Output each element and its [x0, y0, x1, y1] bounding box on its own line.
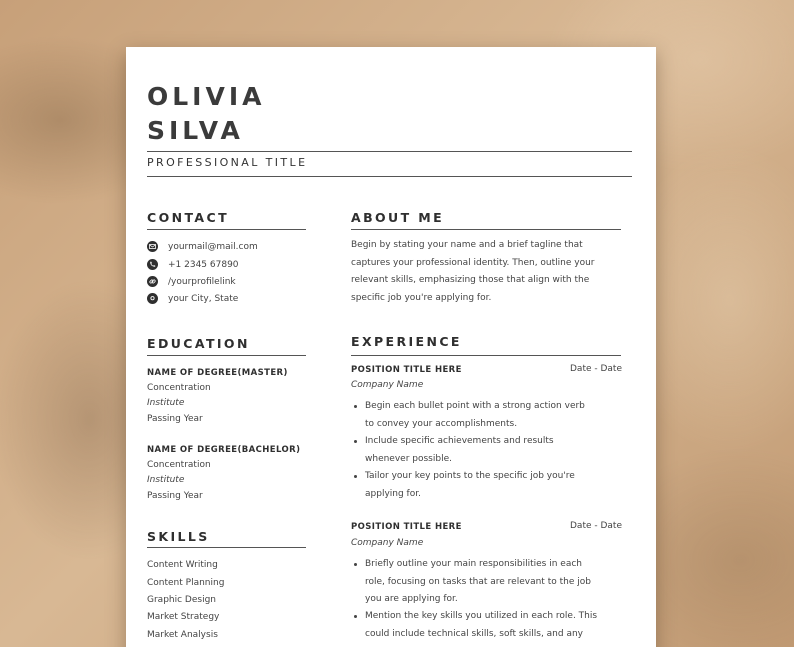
job-date-range: Date - Date — [570, 364, 622, 374]
bullet-line: applying for. — [365, 488, 421, 499]
education-rule — [147, 355, 306, 356]
degree-concentration: Concentration — [147, 460, 211, 470]
bullet-line: role, focusing on tasks that are relevant to the job — [365, 576, 591, 587]
about-line: Begin by stating your name and a brief tagline that — [351, 240, 583, 250]
first-name: OLIVIA — [147, 82, 266, 111]
about-heading: ABOUT ME — [351, 210, 445, 225]
skill-item: Market Strategy — [147, 612, 220, 622]
job-bullet — [365, 556, 591, 609]
skill-item: Content Writing — [147, 560, 218, 570]
phone-icon — [147, 259, 158, 270]
degree-institute: Institute — [147, 475, 185, 485]
about-text — [351, 237, 601, 307]
title-top-rule — [147, 151, 632, 152]
mail-icon — [147, 241, 158, 252]
job-bullet — [365, 398, 585, 433]
degree-name: NAME OF DEGREE(MASTER) — [147, 368, 288, 378]
bullet-line: could include technical skills, soft skills, and any — [365, 628, 584, 639]
job-bullet — [365, 608, 597, 643]
about-rule — [351, 229, 621, 230]
degree-year: Passing Year — [147, 491, 203, 501]
bullet-line: Include specific achievements and results — [365, 436, 554, 446]
bullet-line: you are applying for. — [365, 594, 458, 604]
experience-heading: EXPERIENCE — [351, 334, 462, 349]
skill-item: Graphic Design — [147, 595, 216, 605]
contact-location — [147, 293, 238, 304]
degree-concentration: Concentration — [147, 383, 211, 393]
bullet-line: Mention the key skills you utilized in each role. This — [365, 611, 598, 621]
contact-phone-text: +1 2345 67890 — [168, 259, 239, 270]
contact-heading: CONTACT — [147, 210, 229, 225]
contact-rule — [147, 229, 306, 230]
bullet-line: to convey your accomplishments. — [365, 418, 518, 429]
job-bullet — [365, 433, 554, 468]
skills-rule — [147, 547, 306, 548]
job-position-title: POSITION TITLE HERE — [351, 522, 462, 532]
name-heading — [147, 80, 265, 148]
job-bullet — [365, 468, 575, 503]
professional-title: PROFESSIONAL TITLE — [147, 156, 308, 169]
resume-page — [126, 47, 656, 647]
bullet-line: Begin each bullet point with a strong action verb — [365, 401, 585, 411]
degree-year: Passing Year — [147, 414, 203, 424]
job-company: Company Name — [351, 538, 424, 548]
skill-item: Content Planning — [147, 578, 225, 588]
last-name: SILVA — [147, 116, 244, 145]
degree-institute: Institute — [147, 398, 185, 408]
job-company: Company Name — [351, 380, 424, 390]
job-date-range: Date - Date — [570, 521, 622, 531]
bullet-line: Tailor your key points to the specific job you're — [365, 471, 575, 481]
skills-heading: SKILLS — [147, 529, 210, 544]
contact-email-text: yourmail@mail.com — [168, 241, 258, 252]
skill-item: Market Analysis — [147, 630, 218, 640]
degree-name: NAME OF DEGREE(BACHELOR) — [147, 445, 301, 455]
about-line: captures your professional identity. Then, outline your — [351, 257, 595, 268]
about-line: relevant skills, emphasizing those that align with the — [351, 275, 590, 285]
title-bottom-rule — [147, 176, 632, 177]
contact-profile-link[interactable] — [147, 276, 236, 287]
bullet-line: whenever possible. — [365, 453, 452, 464]
contact-link-text: /yourprofilelink — [168, 276, 236, 287]
contact-email[interactable] — [147, 241, 258, 252]
location-icon — [147, 293, 158, 304]
about-line: specific job you're applying for. — [351, 292, 492, 303]
experience-rule — [351, 355, 621, 356]
contact-location-text: your City, State — [168, 293, 239, 304]
job-position-title: POSITION TITLE HERE — [351, 365, 462, 375]
link-icon — [147, 276, 158, 287]
bullet-line: Briefly outline your main responsibilities in each — [365, 559, 582, 569]
contact-phone[interactable] — [147, 259, 239, 270]
education-heading: EDUCATION — [147, 336, 250, 351]
